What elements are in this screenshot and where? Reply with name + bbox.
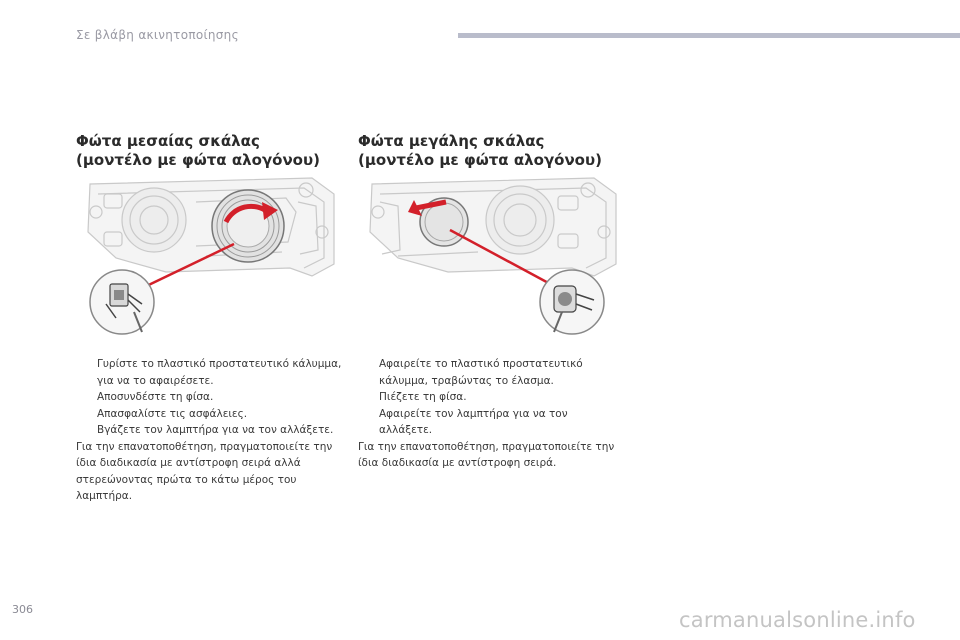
right-step-3: Αφαιρείτε τον λαμπτήρα για να τον αλλάξετε. (379, 407, 568, 436)
right-instructions (358, 356, 620, 472)
right-section-title (358, 132, 602, 170)
right-step-2: Πιέζετε τη φίσα. (379, 391, 467, 403)
bulb-detail-inset (90, 270, 154, 334)
header-bar (458, 33, 960, 38)
right-step-1: Αφαιρείτε το πλαστικό προστατευτικό κάλυμμα, τραβώντας το έλασμα. (379, 358, 583, 387)
left-note: Για την επανατοποθέτηση, πραγματοποιείτε την ίδια διαδικασία με αντίστροφη σειρά αλλά στερεώνοντας πρώτα το κάτω μέρος του λαμπτήρα. (76, 440, 333, 502)
header-title: Σε βλάβη ακινητοποίησης (76, 28, 239, 42)
right-note: Για την επανατοποθέτηση, πραγματοποιείτε την ίδια διαδικασία με αντίστροφη σειρά. (358, 440, 615, 469)
left-step-1: Γυρίστε το πλαστικό προστατευτικό κάλυμμα, για να το αφαιρέσετε. (97, 358, 342, 387)
page-number: 306 (12, 603, 33, 616)
left-title-line-2: (μοντέλο με φώτα αλογόνου) (76, 151, 320, 169)
high-beam-headlamp-illustration (358, 172, 622, 344)
left-step-2: Αποσυνδέστε τη φίσα. (97, 391, 214, 403)
left-title-line-1: Φώτα μεσαίας σκάλας (76, 132, 260, 150)
right-title-line-1: Φώτα μεγάλης σκάλας (358, 132, 545, 150)
left-instructions (76, 356, 348, 505)
left-step-3: Απασφαλίστε τις ασφάλειες. (97, 407, 248, 420)
left-step-4: Βγάζετε τον λαμπτήρα για να τον αλλάξετε. (97, 424, 334, 436)
low-beam-headlamp-illustration (76, 172, 340, 344)
right-title-line-2: (μοντέλο με φώτα αλογόνου) (358, 151, 602, 169)
watermark-text[interactable]: carmanualsonline.info (679, 608, 916, 632)
bulb-detail-inset (540, 270, 604, 334)
left-section-title (76, 132, 320, 170)
low-beam-cover (212, 190, 284, 262)
